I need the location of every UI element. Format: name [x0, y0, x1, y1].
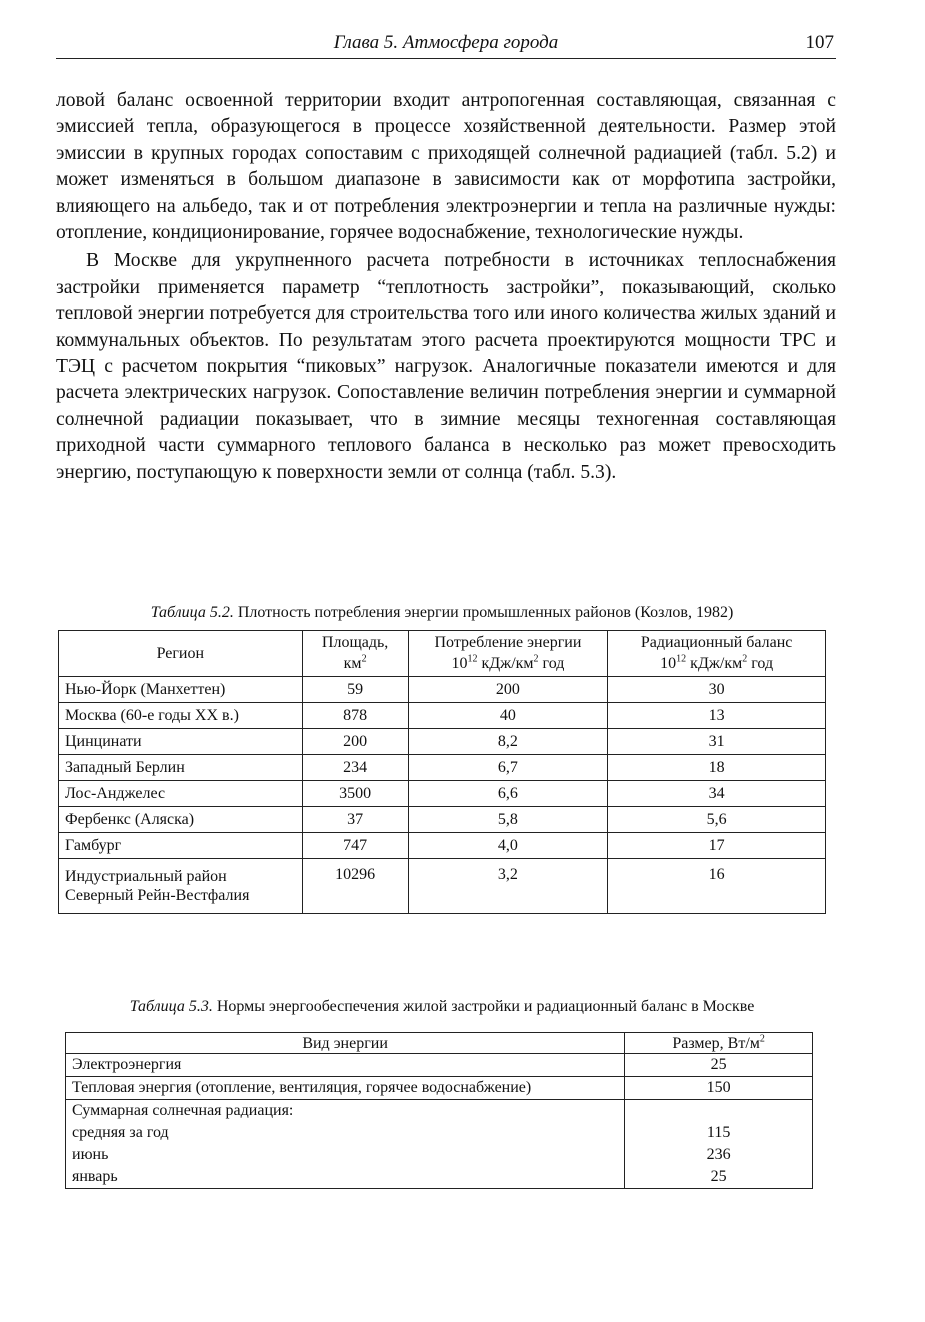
cell-kind: Электроэнергия	[66, 1054, 625, 1077]
table-5-2-caption-label: Таблица 5.2.	[150, 604, 234, 621]
table-5-3-caption-text: Нормы энергообеспечения жилой застройки и радиационный баланс в Москве	[216, 998, 755, 1015]
cell-area: 10296	[302, 859, 408, 914]
header-consumption: Потребление энергии $10^{12}$ кДж/$км^2$ год	[408, 631, 608, 677]
cell-radiation: 30	[608, 677, 826, 703]
cell-region: Фербенкс (Аляска)	[59, 807, 303, 833]
solar-label-january: январь	[72, 1168, 118, 1185]
table-row	[59, 729, 826, 755]
cell-region: Гамбург	[59, 833, 303, 859]
cell-region: Западный Берлин	[59, 755, 303, 781]
table-row	[59, 859, 826, 914]
solar-value-june: 236	[706, 1146, 731, 1163]
table-5-2-caption-text: Плотность потребления энергии промышленных районов (Козлов, 1982)	[237, 604, 734, 621]
table-row	[59, 833, 826, 859]
table-5-2	[58, 630, 826, 914]
table-row	[59, 781, 826, 807]
cell-consumption: 40	[408, 703, 608, 729]
solar-title: Суммарная солнечная радиация:	[72, 1102, 294, 1119]
cell-radiation: 16	[608, 859, 826, 914]
cell-radiation: 5,6	[608, 807, 826, 833]
solar-value-january: 25	[710, 1168, 727, 1185]
cell-region: Индустриальный район Северный Рейн-Вестфалия	[59, 859, 303, 914]
cell-region: Москва (60-е годы XX в.)	[59, 703, 303, 729]
header-region: Регион	[59, 631, 303, 677]
cell-consumption: 4,0	[408, 833, 608, 859]
table-5-2-caption	[58, 604, 826, 622]
cell-area: 234	[302, 755, 408, 781]
cell-area: 747	[302, 833, 408, 859]
table-5-3-caption-label: Таблица 5.3.	[129, 998, 213, 1015]
cell-radiation: 31	[608, 729, 826, 755]
cell-consumption: 8,2	[408, 729, 608, 755]
table-header-row	[66, 1033, 813, 1054]
cell-area: 878	[302, 703, 408, 729]
cell-consumption: 200	[408, 677, 608, 703]
cell-area: 200	[302, 729, 408, 755]
cell-area: 59	[302, 677, 408, 703]
table-row	[66, 1054, 813, 1077]
table-row	[66, 1077, 813, 1100]
header-radiation: Радиационный баланс $10^{12}$ кДж/$км^2$ год	[608, 631, 826, 677]
cell-radiation: 34	[608, 781, 826, 807]
solar-value-year: 115	[706, 1124, 731, 1141]
solar-label-june: июнь	[72, 1146, 109, 1163]
table-5-3-caption	[58, 998, 826, 1016]
running-header	[56, 30, 836, 59]
cell-area: 3500	[302, 781, 408, 807]
cell-consumption: 5,8	[408, 807, 608, 833]
header-area: Площадь, $км^2$	[302, 631, 408, 677]
cell-value: 150	[625, 1077, 813, 1100]
cell-consumption: 3,2	[408, 859, 608, 914]
table-header-row	[59, 631, 826, 677]
table-row	[59, 703, 826, 729]
body-text	[56, 88, 836, 486]
paragraph-2: В Москве для укрупненного расчета потребности в источниках теплоснабжения застройки применяется параметр “теплотность застройки”, показывающий, сколько тепловой энергии потребуется для строительства того или иного количества жилых зданий и коммунальных объектов. По результатам этого расчета проектируются мощности ТРС и ТЭЦ с расчетом покрытия “пиковых” нагрузок. Аналогичные показатели имеются и для расчета электрических нагрузок. Сопоставление величин потребления энергии и суммарной солнечной радиации показывает, что в зимние месяцы техногенная составляющая приходной части суммарного теплового баланса в несколько раз может превосходить энергию, поступающую к поверхности земли от солнца (табл. 5.3).	[56, 250, 836, 483]
cell-consumption: 6,6	[408, 781, 608, 807]
chapter-title: Глава 5. Атмосфера города	[333, 32, 559, 53]
table-row	[59, 677, 826, 703]
cell-value: 25	[625, 1054, 813, 1077]
table-row	[59, 755, 826, 781]
table-row	[66, 1100, 813, 1189]
header-size: Размер, $Вт/м^2$	[625, 1033, 813, 1054]
table-5-3	[65, 1032, 813, 1189]
cell-area: 37	[302, 807, 408, 833]
cell-value-solar	[625, 1100, 813, 1189]
header-kind: Вид энергии	[66, 1033, 625, 1054]
cell-consumption: 6,7	[408, 755, 608, 781]
cell-kind: Тепловая энергия (отопление, вентиляция, горячее водоснабжение)	[66, 1077, 625, 1100]
solar-label-year: средняя за год	[72, 1124, 169, 1141]
cell-region: Цинцинати	[59, 729, 303, 755]
cell-radiation: 13	[608, 703, 826, 729]
cell-kind-solar	[66, 1100, 625, 1189]
cell-region: Нью-Йорк (Манхеттен)	[59, 677, 303, 703]
table-row	[59, 807, 826, 833]
cell-region: Лос-Анджелес	[59, 781, 303, 807]
paragraph-1: ловой баланс освоенной территории входит антропогенная составляющая, связанная с эмиссией тепла, образующегося в процессе хозяйственной деятельности. Размер этой эмиссии в крупных городах сопоставим с приходящей солнечной радиацией (табл. 5.2) и может изменяться в большом диапазоне в зависимости как от морфотипа застройки, влияющего на альбедо, так и от потребления электроэнергии и тепла на различные нужды: отопление, кондиционирование, горячее водоснабжение, технологические нужды.	[56, 90, 836, 244]
cell-radiation: 17	[608, 833, 826, 859]
page-number: 107	[805, 32, 834, 53]
cell-radiation: 18	[608, 755, 826, 781]
